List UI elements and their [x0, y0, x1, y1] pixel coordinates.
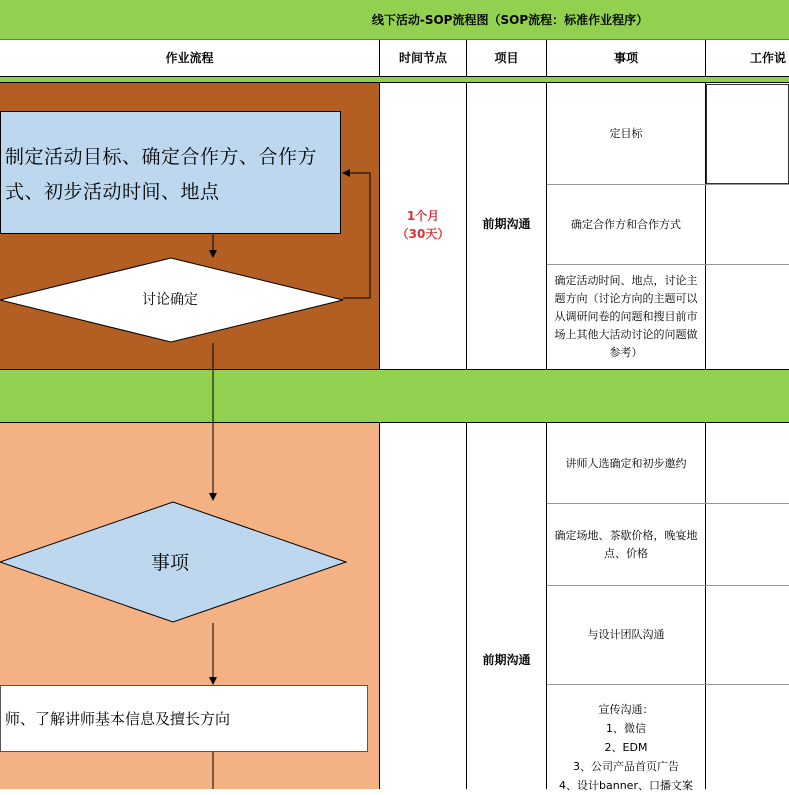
item-cell[interactable]: 定目标: [609, 127, 643, 140]
sheet-title: 线下活动-SOP流程图（SOP流程：标准作业程序）: [371, 13, 649, 27]
header-time[interactable]: 时间节点: [380, 40, 467, 77]
time-line-2: （30天）: [396, 227, 450, 241]
time-node: [380, 205, 466, 245]
loop-arrow: [343, 173, 370, 298]
header-work[interactable]: 工作说: [750, 51, 787, 65]
item-cell[interactable]: 与设计团队沟通: [587, 628, 665, 641]
item-cell[interactable]: 宣传沟通： 1、微信 2、EDM 3、公司产品首页广告 4、设计banner、口播文案: [559, 703, 693, 792]
process-box-lecturer: 师、了解讲师基本信息及擅长方向: [0, 685, 368, 752]
item-cell[interactable]: 确定活动时间、地点，讨论主题方向（讨论方向的主题可以从调研问卷的问题和搜目前市场上其他大活动讨论的问题做参考）: [554, 274, 698, 359]
diamond-label-item: 事项: [150, 552, 189, 574]
item-cell[interactable]: 讲师人选确定和初步邀约: [565, 456, 687, 470]
process-box-targets: 制定活动目标、确定合作方、合作方式、初步活动时间、地点: [0, 111, 341, 234]
project-cell-1: 前期沟通: [482, 217, 531, 231]
diamond-label-discuss: 讨论确定: [142, 292, 198, 308]
time-line-1: 1个月: [406, 209, 440, 223]
item-cell[interactable]: 确定合作方和合作方式: [571, 217, 681, 231]
header-flow[interactable]: 作业流程: [0, 40, 380, 77]
project-cell-2: 前期沟通: [482, 653, 531, 667]
header-item[interactable]: 事项: [547, 40, 706, 77]
item-cell[interactable]: 确定场地、茶歇价格，晚宴地点、价格: [554, 528, 698, 560]
header-project[interactable]: 项目: [467, 40, 547, 77]
